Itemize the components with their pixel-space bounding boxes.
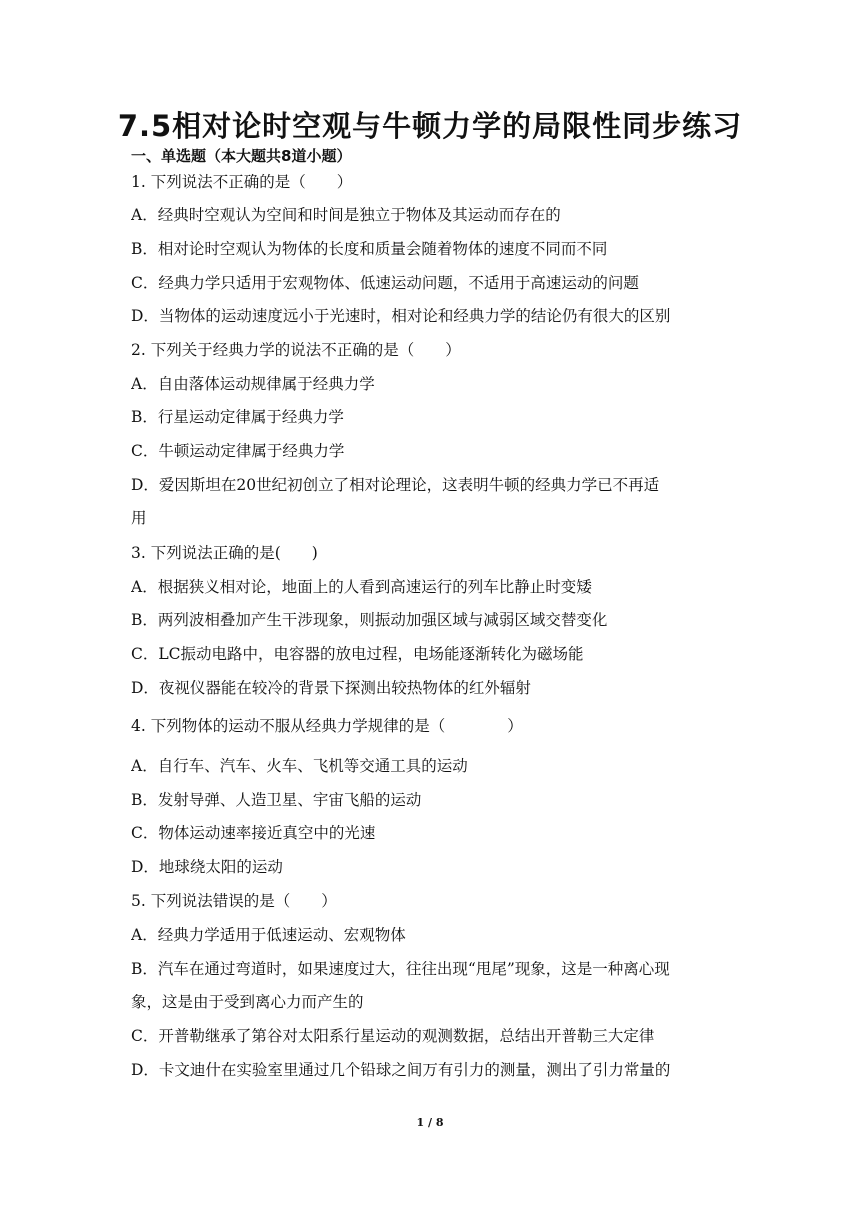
question-5-option-c: C．开普勒继承了第谷对太阳系行星运动的观测数据，总结出开普勒三大定律 [131, 1027, 655, 1045]
question-4-option-b: B．发射导弹、人造卫星、宇宙飞船的运动 [131, 791, 422, 809]
question-3-option-c: C．LC振动电路中，电容器的放电过程，电场能逐渐转化为磁场能 [131, 645, 584, 663]
question-2-option-c: C．牛顿运动定律属于经典力学 [131, 442, 345, 460]
question-1-option-c: C．经典力学只适用于宏观物体、低速运动问题，不适用于高速运动的问题 [131, 274, 639, 292]
question-2-option-b: B．行星运动定律属于经典力学 [131, 408, 344, 426]
question-5-option-d: D．卡文迪什在实验室里通过几个铅球之间万有引力的测量，测出了引力常量的 [131, 1061, 671, 1079]
question-4-stem: 4. 下列物体的运动不服从经典力学规律的是（ ） [131, 717, 523, 735]
question-4-option-c: C．物体运动速率接近真空中的光速 [131, 824, 376, 842]
question-3-option-b: B．两列波相叠加产生干涉现象，则振动加强区域与减弱区域交替变化 [131, 611, 608, 629]
question-1-option-d: D．当物体的运动速度远小于光速时，相对论和经典力学的结论仍有很大的区别 [131, 307, 671, 325]
question-5-option-b: B．汽车在通过弯道时，如果速度过大，往往出现“甩尾”现象，这是一种离心现 [131, 960, 670, 978]
question-5-stem: 5. 下列说法错误的是（ ） [131, 892, 337, 910]
question-3-stem: 3. 下列说法正确的是( ) [131, 544, 318, 562]
page-number: 1 / 8 [416, 1116, 444, 1129]
question-2-stem: 2. 下列关于经典力学的说法不正确的是（ ） [131, 341, 461, 359]
question-1-option-b: B．相对论时空观认为物体的长度和质量会随着物体的速度不同而不同 [131, 240, 608, 258]
question-5-option-a: A．经典力学适用于低速运动、宏观物体 [131, 926, 406, 944]
question-1-stem: 1. 下列说法不正确的是（ ） [131, 173, 353, 191]
question-3-option-a: A．根据狭义相对论，地面上的人看到高速运行的列车比静止时变矮 [131, 578, 592, 596]
page-title: 7.5相对论时空观与牛顿力学的局限性同步练习 [117, 109, 743, 143]
question-2-option-d-continued: 用 [131, 509, 147, 527]
section-heading: 一、单选题（本大题共8道小题） [131, 147, 352, 165]
question-2-option-a: A．自由落体运动规律属于经典力学 [131, 375, 375, 393]
question-2-option-d: D．爱因斯坦在20世纪初创立了相对论理论，这表明牛顿的经典力学已不再适 [131, 476, 660, 494]
question-4-option-d: D．地球绕太阳的运动 [131, 858, 283, 876]
question-4-option-a: A．自行车、汽车、火车、飞机等交通工具的运动 [131, 757, 468, 775]
question-1-option-a: A．经典时空观认为空间和时间是独立于物体及其运动而存在的 [131, 206, 561, 224]
question-3-option-d: D．夜视仪器能在较冷的背景下探测出较热物体的红外辐射 [131, 679, 531, 697]
question-5-option-b-continued: 象，这是由于受到离心力而产生的 [131, 993, 364, 1011]
